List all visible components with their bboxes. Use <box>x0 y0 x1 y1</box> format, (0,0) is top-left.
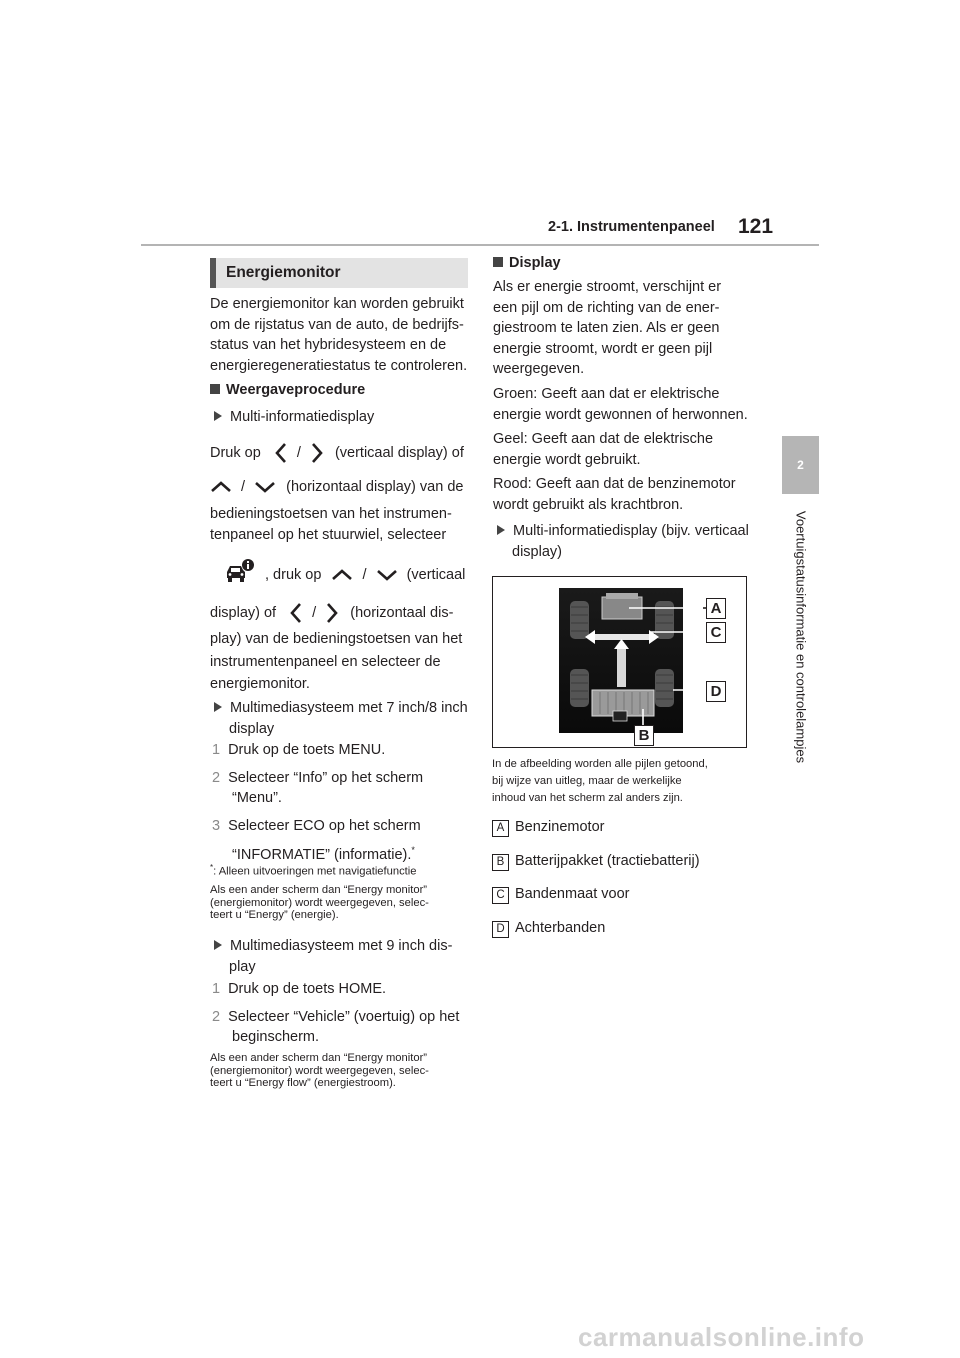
para-line: een pijl om de richting van de ener- <box>493 299 720 316</box>
instruction-tail <box>210 629 462 695</box>
callout-a: A <box>706 598 726 619</box>
display-example-title <box>497 521 749 562</box>
multimedia-title-line <box>214 698 468 719</box>
chapter-title: Voertuigstatusinformatie en controlelampjes <box>793 510 809 764</box>
step-text: Druk op de toets HOME. <box>228 981 387 997</box>
multimedia-title-text: Multimediasysteem met 9 inch dis- <box>230 938 453 954</box>
subheading-text: Weergaveprocedure <box>226 382 366 398</box>
chevron-right-icon <box>326 602 338 624</box>
step-text: “INFORMATIE” (informatie). <box>232 847 412 864</box>
legend-list <box>492 817 700 938</box>
instruction-text: Druk op <box>210 444 261 461</box>
footnote-mark: * <box>411 845 415 856</box>
para-line: Als er energie stroomt, verschijnt er <box>493 279 722 295</box>
instruction-text: (horizontaal dis- <box>350 604 454 621</box>
slash-text: / <box>312 604 317 621</box>
caption-line: inhoud van het scherm zal anders zijn. <box>492 792 683 804</box>
triangle-bullet-icon <box>214 702 222 712</box>
display-paragraph-green <box>493 384 748 425</box>
section-header: 2-1. Instrumentenpaneel <box>548 219 715 235</box>
note-line: teert u “Energy flow” (energiestroom). <box>210 1077 396 1089</box>
step-number: 1 <box>212 742 221 758</box>
watermark: carmanualsonline.info <box>578 1322 865 1352</box>
intro-line: energieregeneratiestatus te controleren. <box>210 357 468 374</box>
step-number: 1 <box>212 981 221 997</box>
energy-monitor-figure <box>492 576 747 748</box>
instruction-text: , druk op <box>265 567 322 583</box>
subheading-display <box>493 253 561 274</box>
chevron-left-icon <box>275 442 287 464</box>
section-heading: Energiemonitor <box>210 258 468 288</box>
subheading-text: Display <box>509 255 561 271</box>
instruction-line-7: play) van de bedieningstoetsen van het <box>210 631 463 647</box>
square-bullet-icon <box>493 257 503 267</box>
display-example-text: Multi-informatiedisplay (bijv. verticaal <box>513 523 749 539</box>
step-2 <box>212 768 423 789</box>
note-2 <box>210 1052 429 1090</box>
legend-key: D <box>492 921 509 938</box>
note-line: (energiemonitor) wordt weergegeven, selec- <box>210 1064 429 1077</box>
instruction-line-5 <box>265 565 465 586</box>
multi-info-title <box>214 407 374 428</box>
multimedia-title-line <box>214 936 452 957</box>
instruction-line-6 <box>210 602 453 624</box>
footnote <box>210 862 417 878</box>
intro-paragraph <box>210 294 467 376</box>
step-text: Selecteer “Vehicle” (voertuig) op het <box>228 1008 460 1025</box>
step-3 <box>212 816 423 837</box>
legend-key: B <box>492 854 509 871</box>
display-paragraph-yellow <box>493 429 713 470</box>
para-line: weergegeven. <box>493 361 585 378</box>
caption-line: bij wijze van uitleg, maar de werkelijke <box>492 775 682 787</box>
chapter-side-title <box>788 507 814 767</box>
step-2 <box>212 1007 459 1028</box>
para-line: Rood: Geeft aan dat de benzinemotor <box>493 476 736 492</box>
page-number: 121 <box>738 215 774 238</box>
instruction-line-2 <box>210 477 463 498</box>
para-line: wordt gebruikt als krachtbron. <box>493 496 684 513</box>
chevron-down-icon <box>254 481 276 493</box>
callout-b: B <box>634 725 654 746</box>
note-line: (energiemonitor) wordt weergegeven, selec- <box>210 896 429 909</box>
para-line: giestroom te laten zien. Als er geen <box>493 320 720 337</box>
instruction-line-4: tenpaneel op het stuurwiel, selecteer <box>210 527 447 543</box>
legend-item <box>492 918 700 939</box>
step-text: Selecteer “Info” op het scherm <box>228 769 424 786</box>
display-example-line <box>497 521 749 542</box>
display-example-line: display) <box>512 543 562 560</box>
slash-text: / <box>362 567 367 583</box>
display-paragraph-1 <box>493 277 721 380</box>
footnote-mark: * <box>210 863 214 872</box>
chevron-down-icon <box>376 569 398 581</box>
instruction-text: display) of <box>210 604 277 621</box>
step-2-cont: beginscherm. <box>232 1029 320 1046</box>
legend-item <box>492 851 700 872</box>
step-number: 2 <box>212 1008 221 1025</box>
footnote-text: : Alleen uitvoeringen met navigatiefunctie <box>213 865 417 878</box>
caption-line: In de afbeelding worden alle pijlen getoond, <box>492 758 708 770</box>
instruction-text: (horizontaal display) van de <box>286 479 464 495</box>
multimedia-9-steps <box>212 979 459 1048</box>
instruction-text: (verticaal display) of <box>334 444 464 461</box>
slash-text: / <box>296 444 301 461</box>
legend-label: Benzinemotor <box>515 819 605 835</box>
intro-line: De energiemonitor kan worden gebruikt <box>210 296 464 312</box>
para-line: Groen: Geeft aan dat er elektrische <box>493 386 720 402</box>
instruction-line-1 <box>210 442 464 464</box>
subheading-weergaveprocedure <box>210 380 365 401</box>
multimedia-9-title <box>214 936 452 977</box>
multimedia-7-8-title <box>214 698 468 739</box>
triangle-bullet-icon <box>497 525 505 535</box>
step-number: 2 <box>212 769 221 786</box>
note-line: Als een ander scherm dan “Energy monitor” <box>210 1052 428 1064</box>
chevron-left-icon <box>290 602 302 624</box>
instruction-text: (verticaal <box>406 567 466 583</box>
legend-item <box>492 817 700 838</box>
step-number: 3 <box>212 817 221 834</box>
step-2-cont: “Menu”. <box>232 790 282 807</box>
step-text: Selecteer ECO op het scherm <box>228 817 421 834</box>
car-info-icon <box>224 558 256 584</box>
header-rule <box>141 244 819 246</box>
legend-key: C <box>492 887 509 904</box>
chevron-up-icon <box>331 569 353 581</box>
step-1 <box>212 979 459 1000</box>
legend-label: Achterbanden <box>515 919 606 936</box>
note-line: Als een ander scherm dan “Energy monitor” <box>210 884 428 896</box>
para-line: energie wordt gebruikt. <box>493 451 641 468</box>
legend-label: Batterijpakket (tractiebatterij) <box>515 852 700 869</box>
chevron-up-icon <box>210 481 232 493</box>
slash-text: / <box>241 479 246 495</box>
callout-c: C <box>706 622 726 643</box>
instruction-line-9: energiemonitor. <box>210 676 310 693</box>
multimedia-title-line: play <box>229 958 256 975</box>
triangle-bullet-icon <box>214 411 222 421</box>
square-bullet-icon <box>210 384 220 394</box>
multimedia-title-text: Multimediasysteem met 7 inch/8 inch <box>230 700 468 716</box>
legend-item <box>492 884 700 905</box>
para-line: energie wordt gewonnen of herwonnen. <box>493 406 748 423</box>
multimedia-title-line: display <box>229 720 275 737</box>
multi-info-title-text: Multi-informatiedisplay <box>230 409 375 425</box>
para-line: Geel: Geeft aan dat de elektrische <box>493 431 714 447</box>
para-line: energie stroomt, wordt er geen pijl <box>493 340 713 357</box>
instruction-line-8: instrumentenpaneel en selecteer de <box>210 653 441 670</box>
intro-line: status van het hybridesysteem en de <box>210 337 447 354</box>
step-text: Druk op de toets MENU. <box>228 742 386 758</box>
legend-label: Bandenmaat voor <box>515 886 630 903</box>
instruction-line-3: bedieningstoetsen van het instrumen- <box>210 506 452 522</box>
note-1 <box>210 884 429 922</box>
chevron-right-icon <box>311 442 323 464</box>
intro-line: om de rijstatus van de auto, de bedrijfs- <box>210 316 464 333</box>
display-paragraph-red <box>493 474 736 515</box>
step-1 <box>212 740 423 761</box>
legend-key: A <box>492 820 509 837</box>
chapter-tab: 2 <box>782 436 819 494</box>
multimedia-7-8-steps <box>212 740 423 866</box>
note-line: teert u “Energy” (energie). <box>210 909 339 921</box>
figure-caption <box>492 756 708 807</box>
callout-d: D <box>706 681 726 702</box>
triangle-bullet-icon <box>214 940 222 950</box>
